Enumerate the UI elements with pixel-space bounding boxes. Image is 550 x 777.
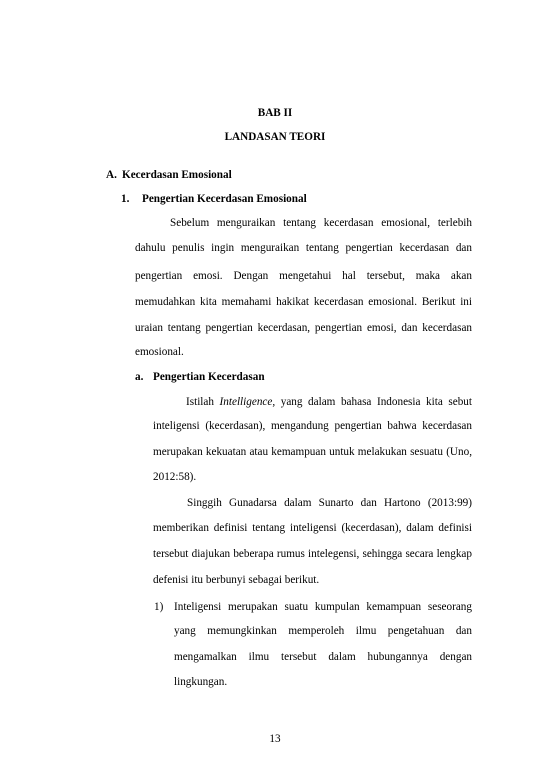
para1-line: Sebelum menguraikan tentang kecerdasan emosional, terlebih bbox=[170, 217, 472, 229]
chapter-number: BAB II bbox=[257, 107, 293, 119]
sub-a-label: a. bbox=[135, 371, 144, 383]
page-number: 13 bbox=[269, 733, 281, 745]
italic-term: Intelligence, bbox=[219, 396, 276, 408]
list-item-1-label: 1) bbox=[154, 601, 164, 613]
section-a-label: A. bbox=[106, 169, 117, 181]
list-item-1-line: Inteligensi merupakan suatu kumpulan kemampuan seseorang bbox=[174, 601, 472, 613]
sub-a-title: Pengertian Kecerdasan bbox=[153, 371, 265, 383]
para3-line: Singgih Gunadarsa dalam Sunarto dan Hartono (2013:99) bbox=[187, 497, 472, 509]
para1-line: memudahkan kita memahami hakikat kecerdasan emosional. Berikut ini bbox=[135, 296, 472, 308]
para1-line: emosional. bbox=[135, 346, 184, 358]
list-item-1-line: mengamalkan ilmu tersebut dalam hubungannya dengan bbox=[174, 651, 472, 663]
para2-line: inteligensi (kecerdasan), mengandung pengertian bahwa kecerdasan bbox=[153, 420, 472, 432]
para2-line: merupakan kekuatan atau kemampuan untuk melakukan sesuatu (Uno, bbox=[153, 446, 472, 458]
chapter-title: LANDASAN TEORI bbox=[224, 131, 326, 143]
para1-line: dahulu penulis ingin menguraikan tentang pengertian kecerdasan dan bbox=[135, 242, 472, 254]
subsection-1-label: 1. bbox=[121, 193, 130, 205]
section-a-title: Kecerdasan Emosional bbox=[122, 169, 232, 181]
subsection-1-title: Pengertian Kecerdasan Emosional bbox=[142, 193, 307, 205]
para3-line: memberikan definisi tentang inteligensi (kecerdasan), dalam definisi bbox=[153, 522, 472, 534]
para1-line: pengertian emosi. Dengan mengetahui hal tersebut, maka akan bbox=[135, 270, 472, 282]
list-item-1-line: yang memungkinkan memperoleh ilmu pengetahuan dan bbox=[174, 625, 472, 637]
list-item-1-line: lingkungan. bbox=[174, 676, 228, 688]
para3-line: tersebut diajukan beberapa rumus intelegensi, sehingga secara lengkap bbox=[153, 548, 472, 560]
para2-line: 2012:58). bbox=[153, 471, 197, 483]
para3-line: defenisi itu berbunyi sebagai berikut. bbox=[153, 574, 320, 586]
para1-line: uraian tentang pengertian kecerdasan, pengertian emosi, dan kecerdasan bbox=[135, 322, 472, 334]
para2-line: Istilah Intelligence, yang dalam bahasa Indonesia kita sebut bbox=[186, 396, 473, 408]
